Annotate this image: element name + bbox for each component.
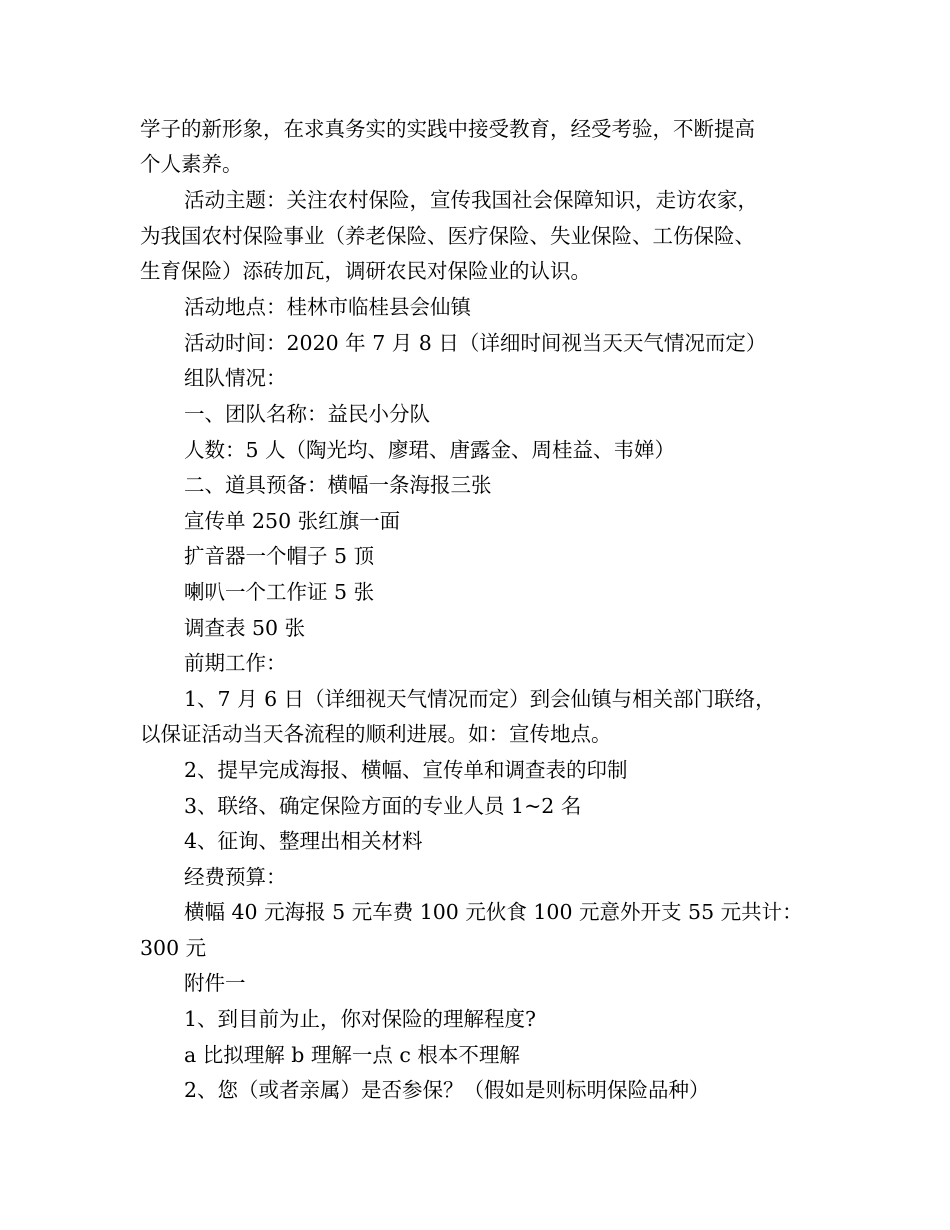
body-line: 活动地点：桂林市临桂县会仙镇 <box>184 295 471 319</box>
body-line: 以保证活动当天各流程的顺利进展。如：宣传地点。 <box>140 722 612 746</box>
body-line: 学子的新形象，在求真务实的实践中接受教育，经受考验，不断提高 <box>140 117 755 141</box>
body-line: 个人素养。 <box>140 152 243 176</box>
body-line: 组队情况： <box>184 366 287 390</box>
body-line: 扩音器一个帽子 5 顶 <box>184 544 375 568</box>
body-line: 活动主题：关注农村保险，宣传我国社会保障知识，走访农家， <box>184 188 758 212</box>
body-line: 为我国农村保险事业（养老保险、医疗保险、失业保险、工伤保险、 <box>140 224 755 248</box>
body-line: 二、道具预备：横幅一条海报三张 <box>184 473 492 497</box>
body-line: 300 元 <box>140 936 207 960</box>
body-line: 1、7 月 6 日（详细视天气情况而定）到会仙镇与相关部门联络， <box>184 687 776 711</box>
body-line: 一、团队名称：益民小分队 <box>184 402 430 426</box>
body-line: 横幅 40 元海报 5 元车费 100 元伙食 100 元意外开支 55 元共计： <box>184 900 803 924</box>
body-line: 经费预算： <box>184 865 287 889</box>
body-line: 4、征询、整理出相关材料 <box>184 829 423 853</box>
body-line: 活动时间：2020 年 7 月 8 日（详细时间视当天天气情况而定） <box>184 331 767 355</box>
body-line: 人数：5 人（陶光均、廖珺、唐露金、周桂益、韦婵） <box>184 438 676 462</box>
body-line: 前期工作： <box>184 651 287 675</box>
body-line: 调查表 50 张 <box>184 616 306 640</box>
body-line: 生育保险）添砖加瓦，调研农民对保险业的认识。 <box>140 259 591 283</box>
body-line: 附件一 <box>184 971 246 995</box>
body-line: 3、联络、确定保险方面的专业人员 1~2 名 <box>184 794 582 818</box>
body-line: 喇叭一个工作证 5 张 <box>184 580 375 604</box>
body-line: 1、到目前为止，你对保险的理解程度? <box>184 1007 537 1031</box>
body-line: 宣传单 250 张红旗一面 <box>184 509 401 533</box>
body-line: 2、提早完成海报、横幅、宣传单和调查表的印制 <box>184 758 628 782</box>
body-line: a 比拟理解 b 理解一点 c 根本不理解 <box>184 1043 520 1067</box>
body-line: 2、您（或者亲属）是否参保？（假如是则标明保险品种） <box>184 1078 710 1102</box>
